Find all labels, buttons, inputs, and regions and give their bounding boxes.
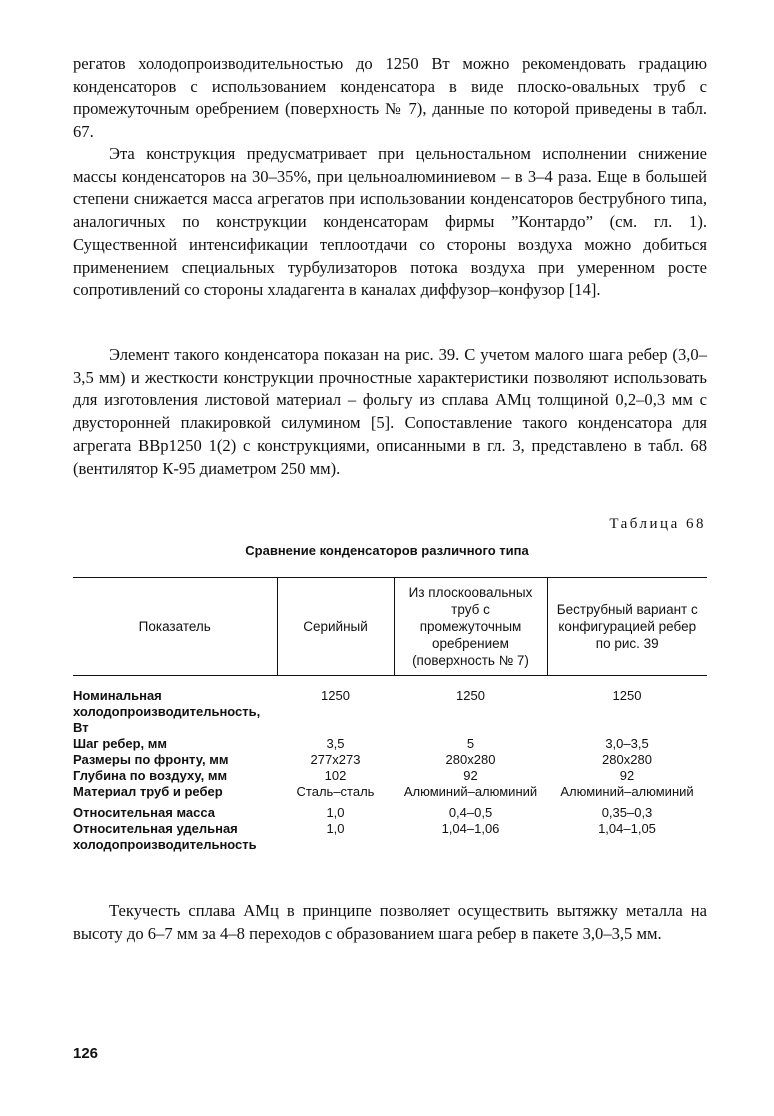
table-row [73, 768, 707, 784]
cell-tubeless: 0,35–0,3 [601, 805, 653, 820]
cell-tubeless: Алюминий–алюминий [560, 784, 694, 799]
cell-serial: 3,5 [326, 736, 345, 751]
row-label: Шаг ребер, мм [73, 736, 167, 751]
header-flat-oval: Из плоскоовальных труб с промежуточным оребрением (поверхность № 7) [394, 578, 547, 676]
header-serial: Серийный [277, 578, 394, 676]
cell-flat-oval: 92 [463, 768, 478, 783]
row-label: Относительная удельная холодопроизводительность [73, 821, 257, 852]
cell-flat-oval: 5 [466, 736, 475, 751]
cell-flat-oval: 1250 [456, 688, 485, 703]
cell-serial: Сталь–сталь [296, 784, 375, 799]
cell-serial: 1250 [321, 688, 350, 703]
row-label: Глубина по воздуху, мм [73, 768, 228, 783]
paragraph-4-text: Текучесть сплава АМц в принципе позволяет осуществить вытяжку металла на высоту до 6–7 мм за 4–8 переходов с образованием шага ребер в пакете 3,0–3,5 мм. [73, 901, 707, 943]
cell-serial: 1,0 [326, 821, 345, 836]
paragraph-3-text: Элемент такого конденсатора показан на рис. 39. С учетом малого шага ребер (3,0–3,5 мм) и жесткости конструкции прочностные характеристики позволяют использовать для изготовления листовой материал – фольгу из сплава АМц толщиной 0,2–0,3 мм с двусторонней плакировкой силумином [5]. Сопоставление такого конденсатора для агрегата ВВр1250 1(2) с конструкциями, описанными в гл. 3, представлено в табл. 68 (вентилятор К-95 диаметром 250 мм). [73, 345, 707, 478]
cell-flat-oval: 1,04–1,06 [441, 821, 500, 836]
paragraph-1 [73, 53, 707, 144]
paragraph-1-text: регатов холодопроизводительностью до 1250 Вт можно рекомендовать градацию конденсаторов с использованием конденсатора в виде плоско-овальных труб с промежуточным оребрением (поверхность № 7), данные по которой приведены в табл. 67. [73, 54, 707, 142]
table-row [73, 784, 707, 800]
row-label: Размеры по фронту, мм [73, 752, 229, 767]
paragraph-2 [73, 143, 707, 302]
header-tubeless: Беструбный вариант с конфигурацией ребер по рис. 39 [547, 578, 707, 676]
cell-serial: 102 [324, 768, 347, 783]
row-label: Материал труб и ребер [73, 784, 223, 799]
cell-serial: 277x273 [310, 752, 361, 767]
table-title: Сравнение конденсаторов различного типа [245, 543, 529, 558]
cell-flat-oval: 280x280 [445, 752, 496, 767]
table-row [73, 821, 707, 853]
table-label: Таблица 68 [609, 516, 706, 532]
row-label: Относительная масса [73, 805, 215, 820]
table-row [73, 800, 707, 821]
cell-flat-oval: Алюминий–алюминий [403, 784, 538, 799]
table-row [73, 752, 707, 768]
page-number: 126 [73, 1045, 99, 1062]
cell-tubeless: 92 [619, 768, 635, 783]
table-header-row [73, 578, 707, 676]
header-indicator: Показатель [73, 578, 277, 676]
paragraph-3 [73, 344, 707, 480]
cell-serial: 1,0 [326, 805, 345, 820]
row-label: Номинальная холодопроизводительность, Вт [73, 688, 261, 735]
paragraph-2-text: Эта конструкция предусматривает при цельностальном исполнении снижение массы конденсаторов на 30–35%, при цельноалюминиевом – в 3–4 раза. Еще в большей степени снижается масса агрегатов при использовании конденсаторов беструбного типа, аналогичных по конструкции конденсаторам фирмы ”Контардо” (см. гл. 1). Существенной интенсификации теплоотдачи со стороны воздуха можно добиться применением специальных турбулизаторов потока воздуха при умеренном росте сопротивлений со стороны хладагента в каналах диффузор–конфузор [14]. [73, 144, 707, 300]
table-row [73, 676, 707, 737]
paragraph-4 [73, 900, 707, 945]
cell-flat-oval: 0,4–0,5 [448, 805, 493, 820]
cell-tubeless: 280x280 [602, 752, 652, 767]
table-row [73, 736, 707, 752]
comparison-table [73, 577, 707, 853]
cell-tubeless: 3,0–3,5 [605, 736, 649, 751]
cell-tubeless: 1250 [612, 688, 642, 703]
cell-tubeless: 1,04–1,05 [598, 821, 656, 836]
